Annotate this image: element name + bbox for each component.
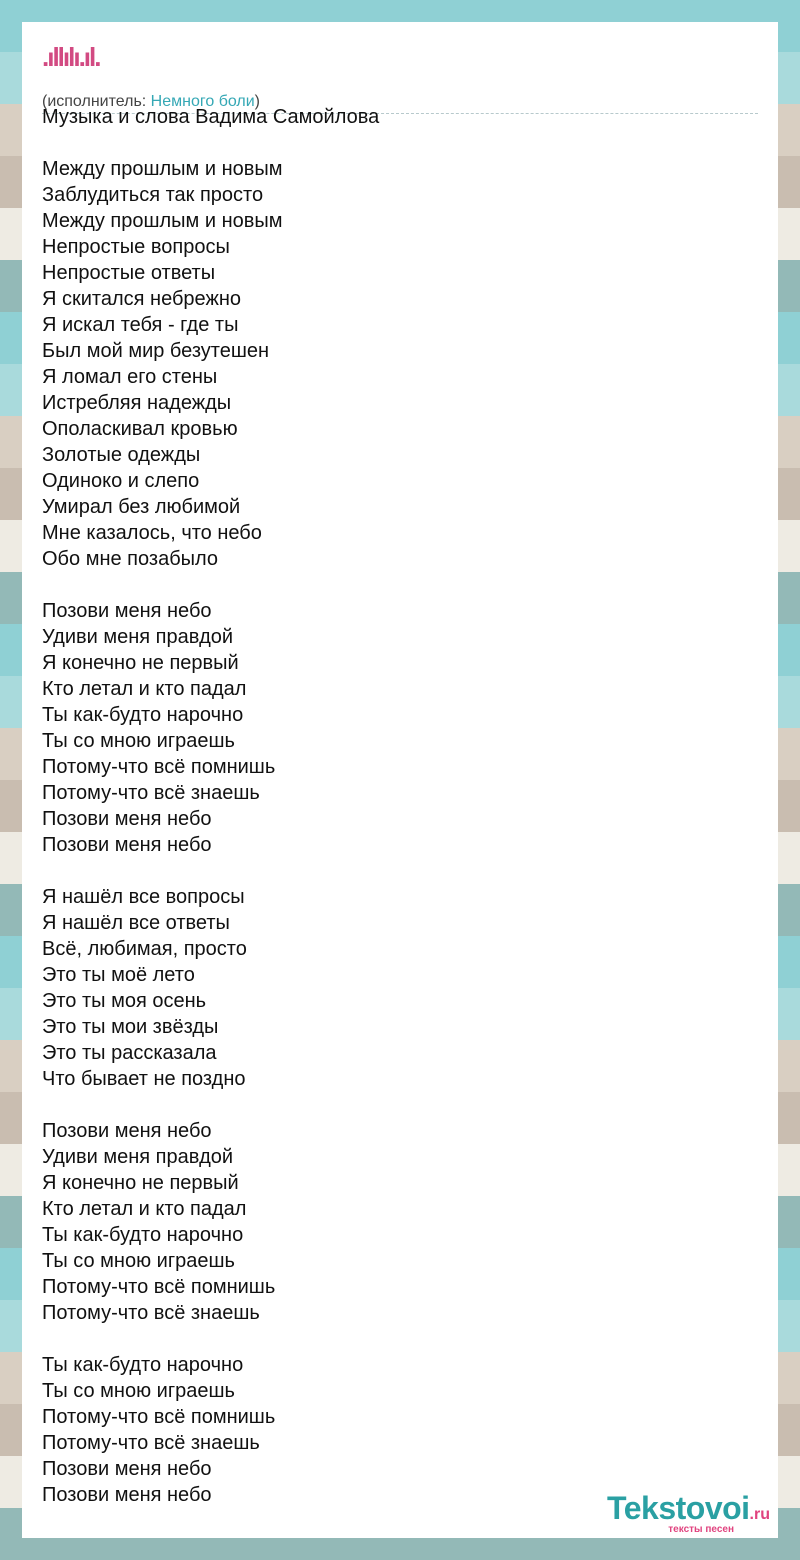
site-logo-word: Tekstovoi xyxy=(607,1490,750,1526)
lyric-line: Я нашёл все ответы xyxy=(42,912,230,934)
lyric-line: Одиноко и слепо xyxy=(42,470,200,492)
lyric-line: Непростые ответы xyxy=(42,262,216,284)
lyric-line: Истребляя надежды xyxy=(42,392,232,414)
site-logo[interactable] xyxy=(550,1490,770,1534)
lyric-line: Удиви меня правдой xyxy=(42,1146,234,1168)
lyric-line: Позови меня небо xyxy=(42,1120,212,1142)
lyric-line: Я искал тебя - где ты xyxy=(42,314,239,336)
lyric-line: Потому-что всё помнишь xyxy=(42,1406,276,1428)
lyric-line: Ты как-будто нарочно xyxy=(42,1224,244,1246)
lyric-line: Ты со мною играешь xyxy=(42,1250,235,1272)
lyric-stanza-break xyxy=(42,1092,742,1118)
lyric-line: Я нашёл все вопросы xyxy=(42,886,245,908)
lyric-line: Ты со мною играешь xyxy=(42,1380,235,1402)
lyric-stanza-break xyxy=(42,858,742,884)
lyric-line: Золотые одежды xyxy=(42,444,201,466)
artist-link[interactable]: Немного боли xyxy=(150,93,255,110)
lyric-line: Удиви меня правдой xyxy=(42,626,234,648)
lyric-line: Я конечно не первый xyxy=(42,1172,239,1194)
lyrics-text xyxy=(42,104,742,1508)
lyric-line: Ты со мною играешь xyxy=(42,730,235,752)
lyric-line: Потому-что всё знаешь xyxy=(42,782,260,804)
lyric-line: Кто летал и кто падал xyxy=(42,1198,247,1220)
lyric-line: Музыка и слова Вадима Самойлова xyxy=(42,106,380,128)
lyric-line: Ты как-будто нарочно xyxy=(42,1354,244,1376)
site-logo-tagline: тексты песен xyxy=(668,1524,734,1535)
lyric-line: Потому-что всё помнишь xyxy=(42,756,276,778)
lyric-line: Я ломал его стены xyxy=(42,366,218,388)
lyric-line: Позови меня небо xyxy=(42,808,212,830)
lyric-line: Я конечно не первый xyxy=(42,652,239,674)
lyric-line: Между прошлым и новым xyxy=(42,210,283,232)
lyric-line: Позови меня небо xyxy=(42,1484,212,1506)
lyric-line: Позови меня небо xyxy=(42,600,212,622)
lyric-line: Это ты моё лето xyxy=(42,964,195,986)
lyric-line: Это ты рассказала xyxy=(42,1042,217,1064)
lyric-stanza-break xyxy=(42,572,742,598)
artist-suffix: ) xyxy=(254,93,260,110)
lyric-stanza-break xyxy=(42,1326,742,1352)
lyrics-card xyxy=(22,22,778,1538)
lyric-line: Между прошлым и новым xyxy=(42,158,283,180)
lyric-line: Я скитался небрежно xyxy=(42,288,242,310)
lyric-line: Потому-что всё помнишь xyxy=(42,1276,276,1298)
lyric-line: Непростые вопросы xyxy=(42,236,230,258)
lyric-line: Ополаскивал кровью xyxy=(42,418,238,440)
lyric-line: Позови меня небо xyxy=(42,834,212,856)
lyric-line: Что бывает не поздно xyxy=(42,1068,246,1090)
lyric-line: Позови меня небо xyxy=(42,1458,212,1480)
lyric-line: Это ты мои звёзды xyxy=(42,1016,219,1038)
lyric-line: Заблудиться так просто xyxy=(42,184,264,206)
lyric-line: Умирал без любимой xyxy=(42,496,241,518)
lyric-line: Потому-что всё знаешь xyxy=(42,1432,260,1454)
artist-prefix: (исполнитель: xyxy=(42,93,151,110)
lyric-stanza-break xyxy=(42,130,742,156)
lyric-line: Мне казалось, что небо xyxy=(42,522,262,544)
lyric-line: Потому-что всё знаешь xyxy=(42,1302,260,1324)
lyric-line: Ты как-будто нарочно xyxy=(42,704,244,726)
lyric-line: Всё, любимая, просто xyxy=(42,938,247,960)
song-title: .ıllılı.ıl. xyxy=(42,42,100,72)
site-logo-tld: .ru xyxy=(749,1506,770,1523)
lyric-line: Это ты моя осень xyxy=(42,990,207,1012)
lyric-line: Был мой мир безутешен xyxy=(42,340,270,362)
lyric-line: Кто летал и кто падал xyxy=(42,678,247,700)
lyric-line: Обо мне позабыло xyxy=(42,548,219,570)
